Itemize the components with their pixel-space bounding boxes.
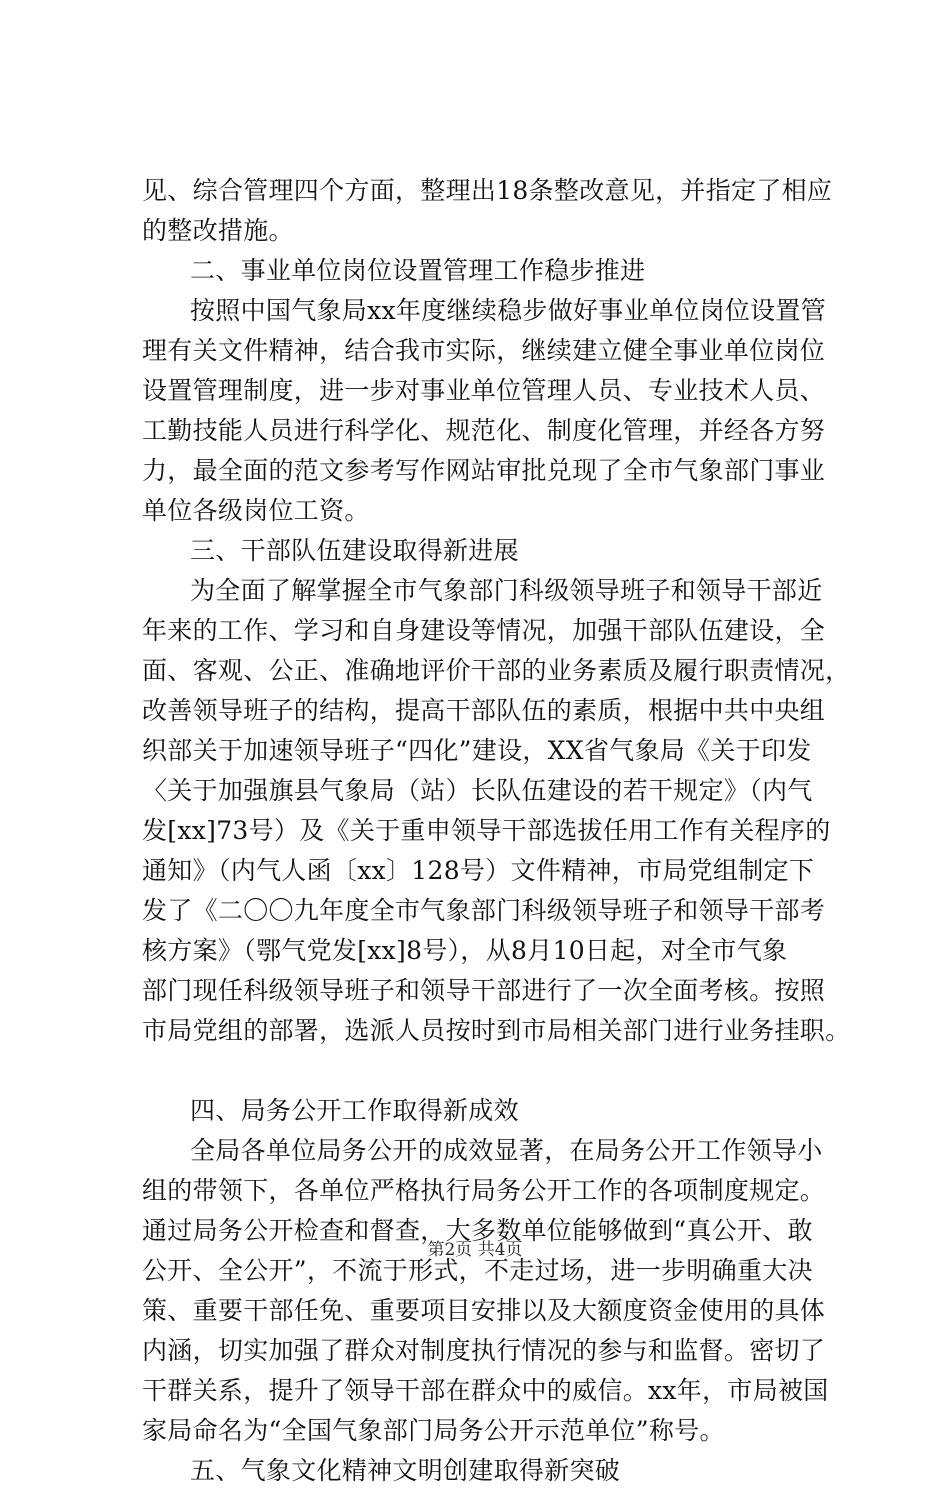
section-heading: 三、干部队伍建设取得新进展 xyxy=(190,536,519,565)
section-heading: 五、气象文化精神文明创建取得新突破 xyxy=(190,1456,621,1485)
text-line: 按照中国气象局xx年度继续稳步做好事业单位岗位设置管 xyxy=(190,296,827,325)
text-line: 内涵，切实加强了群众对制度执行情况的参与和监督。密切了 xyxy=(142,1336,826,1365)
text-line: 见、综合管理四个方面，整理出18条整改意见，并指定了相应 xyxy=(142,176,833,205)
text-line: 通知》（内气人函〔xx〕128号）文件精神，市局党组制定下 xyxy=(142,856,815,885)
text-line: 改善领导班子的结构，提高干部队伍的素质，根据中共中央组 xyxy=(142,696,826,725)
blank-line xyxy=(142,1051,842,1091)
document-body xyxy=(142,171,851,1491)
text-line: 为全面了解掌握全市气象部门科级领导班子和领导干部近 xyxy=(190,576,823,605)
text-line: 〈关于加强旗县气象局（站）长队伍建设的若干规定》（内气 xyxy=(142,776,813,805)
text-line: 部门现任科级领导班子和领导干部进行了一次全面考核。按照 xyxy=(142,976,826,1005)
text-line: 力，最全面的范文参考写作网站审批兑现了全市气象部门事业 xyxy=(142,456,826,485)
text-line: 家局命名为“全国气象部门局务公开示范单位”称号。 xyxy=(142,1416,725,1445)
text-line: 工勤技能人员进行科学化、规范化、制度化管理，并经各方努 xyxy=(142,416,826,445)
text-line: 通过局务公开检查和督查，大多数单位能够做到“真公开、敢 xyxy=(142,1216,813,1245)
text-line: 织部关于加速领导班子“四化”建设，XX省气象局《关于印发 xyxy=(142,736,812,765)
section-heading: 四、局务公开工作取得新成效 xyxy=(190,1096,519,1125)
text-line: 设置管理制度，进一步对事业单位管理人员、专业技术人员、 xyxy=(142,376,826,405)
text-line: 面、客观、公正、准确地评价干部的业务素质及履行职责情况， xyxy=(142,656,851,685)
text-line: 策、重要干部任免、重要项目安排以及大额度资金使用的具体 xyxy=(142,1296,826,1325)
section-heading: 二、事业单位岗位设置管理工作稳步推进 xyxy=(190,256,646,285)
text-line: 核方案》（鄂气党发[xx]8号），从8月10日起，对全市气象 xyxy=(142,936,788,965)
text-line: 的整改措施。 xyxy=(142,216,294,245)
text-line: 组的带领下，各单位严格执行局务公开工作的各项制度规定。 xyxy=(142,1176,826,1205)
text-line: 发[xx]73号）及《关于重申领导干部选拔任用工作有关程序的 xyxy=(142,816,831,845)
text-line: 年来的工作、学习和自身建设等情况，加强干部队伍建设，全 xyxy=(142,616,826,645)
text-line: 理有关文件精神，结合我市实际，继续建立健全事业单位岗位 xyxy=(142,336,826,365)
text-line: 公开、全公开”，不流于形式，不走过场，进一步明确重大决 xyxy=(142,1256,813,1285)
text-line: 干群关系，提升了领导干部在群众中的威信。xx年，市局被国 xyxy=(142,1376,829,1405)
text-line: 单位各级岗位工资。 xyxy=(142,496,370,525)
text-line: 市局党组的部署，选派人员按时到市局相关部门进行业务挂职。 xyxy=(142,1016,851,1045)
page-number: 第2页 共4页 xyxy=(427,1240,523,1260)
page-footer xyxy=(0,1238,950,1262)
text-line: 全局各单位局务公开的成效显著，在局务公开工作领导小 xyxy=(190,1136,823,1165)
text-line: 发了《二〇〇九年度全市气象部门科级领导班子和领导干部考 xyxy=(142,896,826,925)
